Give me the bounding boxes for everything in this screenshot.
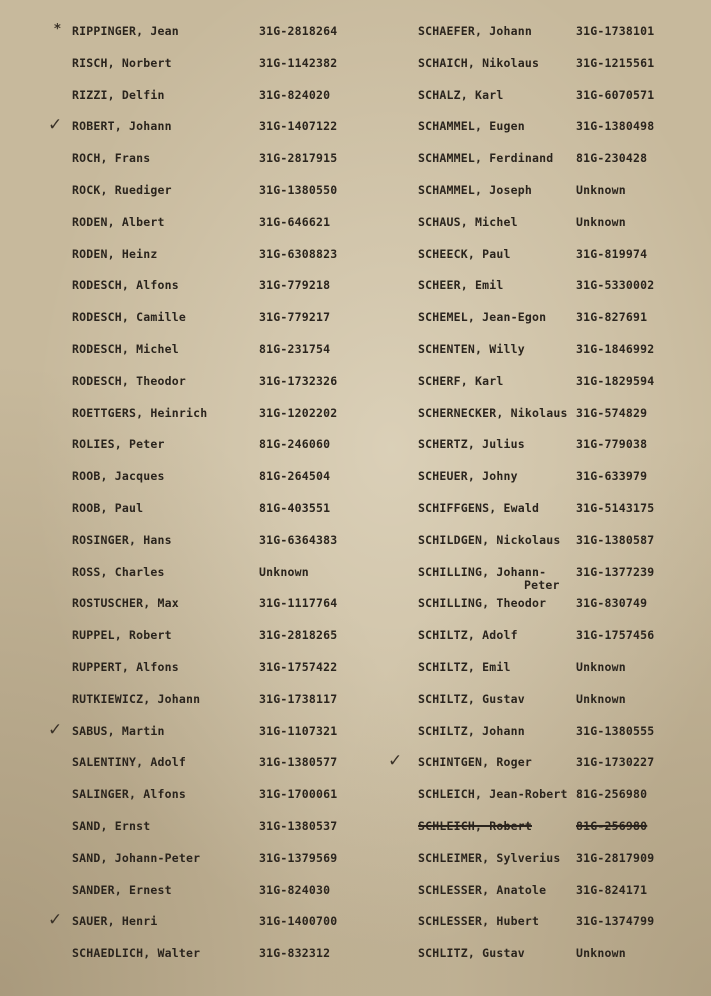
entry-name: SCHLESSER, Hubert <box>418 914 540 929</box>
entry-name: SAND, Ernst <box>72 818 151 833</box>
entry-name: SCHIFFGENS, Ewald <box>418 500 540 515</box>
entry-number: 31G-832312 <box>259 946 331 961</box>
entry-name: SCHLITZ, Gustav <box>418 946 525 961</box>
entry-name: SCHAEFER, Johann <box>418 24 532 38</box>
check-mark: ✓ <box>48 910 63 931</box>
entry-number: 31G-830749 <box>576 596 648 611</box>
entry-name: SCHINTGEN, Roger <box>418 755 532 770</box>
entry-number: 31G-646621 <box>259 214 331 229</box>
entry-name: SCHILLING, Theodor <box>418 596 547 611</box>
entry-number: 31G-1829594 <box>576 373 655 388</box>
entry-number: 31G-1700061 <box>259 787 338 802</box>
entry-number: 31G-824020 <box>259 87 331 102</box>
entry-name: SCHALZ, Karl <box>418 87 504 102</box>
entry-number: Unknown <box>576 659 626 674</box>
entry-number: Unknown <box>576 214 626 229</box>
entry-number: 31G-1380577 <box>259 755 338 770</box>
entry-name: RODESCH, Theodor <box>72 373 186 388</box>
entry-number: 31G-827691 <box>576 310 648 325</box>
entry-name: RUPPERT, Alfons <box>72 659 179 674</box>
entry-number: 31G-1380498 <box>576 119 655 134</box>
entry-number: 81G-256980 <box>576 818 648 833</box>
entry-name: SAND, Johann-Peter <box>72 850 201 865</box>
entry-number: 31G-2817909 <box>576 850 655 865</box>
entry-number: Unknown <box>576 182 626 197</box>
entry-name: SALINGER, Alfons <box>72 787 186 802</box>
entry-name: RUTKIEWICZ, Johann <box>72 691 201 706</box>
entry-name: SAUER, Henri <box>72 914 158 929</box>
entry-name: RODESCH, Alfons <box>72 278 179 293</box>
entry-name: ROCH, Frans <box>72 151 151 166</box>
entry-number: 31G-2818265 <box>259 628 338 643</box>
entry-name: SCHAUS, Michel <box>418 214 518 229</box>
entry-name: SCHEUER, Johny <box>418 469 518 484</box>
entry-name: SCHERTZ, Julius <box>418 437 525 452</box>
entry-name: RISCH, Norbert <box>72 55 172 70</box>
entry-name: RIZZI, Delfin <box>72 87 165 102</box>
entry-number: 31G-1215561 <box>576 55 655 70</box>
entry-name: SCHLEICH, Robert <box>418 818 532 833</box>
entry-name: SCHLEIMER, Sylverius <box>418 850 561 865</box>
entry-number: 31G-574829 <box>576 405 648 420</box>
entry-name: SCHILTZ, Gustav <box>418 691 525 706</box>
entry-name: SCHLEICH, Jean-Robert <box>418 787 568 802</box>
entry-name: RODESCH, Michel <box>72 341 179 356</box>
entry-name: ROSS, Charles <box>72 564 165 579</box>
entry-name: ROBERT, Johann <box>72 119 172 134</box>
entry-name: ROCK, Ruediger <box>72 182 172 197</box>
entry-number: 31G-1117764 <box>259 596 338 611</box>
entry-name: SCHERF, Karl <box>418 373 504 388</box>
entry-number: 31G-1380537 <box>259 818 338 833</box>
entry-number: 31G-5330002 <box>576 278 655 293</box>
entry-name: SANDER, Ernest <box>72 882 172 897</box>
entry-number: 31G-1730227 <box>576 755 655 770</box>
entry-number: 31G-1757422 <box>259 659 338 674</box>
entry-number: 81G-403551 <box>259 500 331 515</box>
entry-name: RIPPINGER, Jean <box>72 24 179 38</box>
entry-name: ROSTUSCHER, Max <box>72 596 179 611</box>
entry-name: SCHILLING, Johann- <box>418 564 547 579</box>
entry-name: ROOB, Jacques <box>72 469 165 484</box>
entry-name: SCHEER, Emil <box>418 278 504 293</box>
entry-name: SABUS, Martin <box>72 723 165 738</box>
entry-number: 31G-824030 <box>259 882 331 897</box>
entry-number: 31G-1377239 <box>576 564 655 579</box>
entry-number: 31G-824171 <box>576 882 648 897</box>
entry-number: 31G-819974 <box>576 246 648 261</box>
entry-number: 31G-633979 <box>576 469 648 484</box>
entry-name: SCHEECK, Paul <box>418 246 511 261</box>
entry-name: SCHAMMEL, Joseph <box>418 182 532 197</box>
entry-name: SCHEMEL, Jean-Egon <box>418 310 547 325</box>
entry-number: 31G-1846992 <box>576 341 655 356</box>
entry-name: SCHAICH, Nikolaus <box>418 55 540 70</box>
entry-number: 31G-1379569 <box>259 850 338 865</box>
entry-number: 31G-1380587 <box>576 532 655 547</box>
entry-number: 31G-6364383 <box>259 532 338 547</box>
entry-number: 31G-779218 <box>259 278 331 293</box>
entry-number: 81G-246060 <box>259 437 331 452</box>
entry-number: 31G-1374799 <box>576 914 655 929</box>
check-mark: ✓ <box>48 719 63 740</box>
entry-number: 31G-1757456 <box>576 628 655 643</box>
entry-name: ROOB, Paul <box>72 500 144 515</box>
entry-number: 31G-1400700 <box>259 914 338 929</box>
entry-number: 31G-1407122 <box>259 119 338 134</box>
asterisk-mark: * <box>54 22 61 37</box>
entry-name: SCHILTZ, Johann <box>418 723 525 738</box>
entry-name: ROSINGER, Hans <box>72 532 172 547</box>
entry-name: SCHAEDLICH, Walter <box>72 946 201 961</box>
entry-number: 81G-256980 <box>576 787 648 802</box>
entry-name: RODEN, Heinz <box>72 246 158 261</box>
entry-number: 81G-264504 <box>259 469 331 484</box>
entry-name: ROETTGERS, Heinrich <box>72 405 208 420</box>
entry-name: SCHERNECKER, Nikolaus <box>418 405 568 420</box>
entry-number: 31G-6308823 <box>259 246 338 261</box>
entry-name: ROLIES, Peter <box>72 437 165 452</box>
entry-name: SALENTINY, Adolf <box>72 755 186 770</box>
entry-number: 31G-1380550 <box>259 182 338 197</box>
entry-name: SCHAMMEL, Eugen <box>418 119 525 134</box>
entry-name: RODESCH, Camille <box>72 310 186 325</box>
entry-number: 31G-1380555 <box>576 723 655 738</box>
entry-number: 31G-779038 <box>576 437 648 452</box>
entry-number: 31G-1202202 <box>259 405 338 420</box>
entry-number: Unknown <box>259 564 309 579</box>
entry-number: 31G-5143175 <box>576 500 655 515</box>
entry-name: SCHLESSER, Anatole <box>418 882 547 897</box>
entry-number: Unknown <box>576 691 626 706</box>
entry-name: SCHENTEN, Willy <box>418 341 525 356</box>
entry-name-continuation-text: Peter <box>524 577 560 592</box>
check-mark: ✓ <box>48 115 63 136</box>
entry-name: SCHILTZ, Emil <box>418 659 511 674</box>
entry-name: SCHILDGEN, Nickolaus <box>418 532 561 547</box>
entry-number: 31G-6070571 <box>576 87 655 102</box>
entry-number: 31G-779217 <box>259 310 331 325</box>
entry-number: 31G-2818264 <box>259 24 338 38</box>
entry-number: 31G-1738101 <box>576 24 655 38</box>
entry-name: RUPPEL, Robert <box>72 628 172 643</box>
entry-name: RODEN, Albert <box>72 214 165 229</box>
entry-number: 31G-1738117 <box>259 691 338 706</box>
entry-number: 31G-1732326 <box>259 373 338 388</box>
entry-number: 81G-230428 <box>576 151 648 166</box>
entry-name: SCHAMMEL, Ferdinand <box>418 151 554 166</box>
entry-number: 81G-231754 <box>259 341 331 356</box>
entry-number: 31G-1107321 <box>259 723 338 738</box>
entry-name: SCHILTZ, Adolf <box>418 628 518 643</box>
check-mark: ✓ <box>388 751 403 772</box>
entry-number: 31G-2817915 <box>259 151 338 166</box>
entry-number: Unknown <box>576 946 626 961</box>
entry-number: 31G-1142382 <box>259 55 338 70</box>
